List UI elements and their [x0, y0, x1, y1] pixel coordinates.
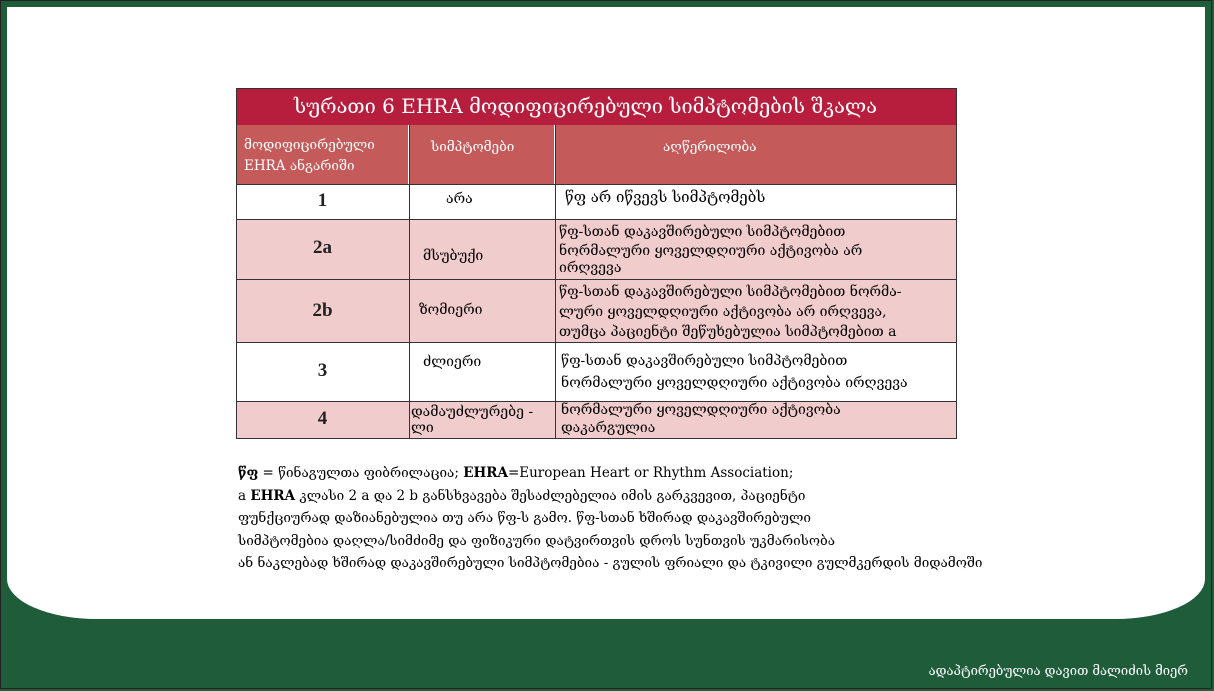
ehra-table: [236, 88, 957, 439]
description-line: დაკარგულია: [561, 420, 656, 436]
class-cell: 2a: [313, 237, 332, 258]
header-symptoms-label: სიმპტომები: [431, 139, 515, 155]
description-line: ნორმალური ყოველდღიური აქტივობა ირღვევა: [561, 375, 908, 391]
description-cell: [555, 401, 957, 439]
class-cell: 1: [317, 190, 328, 211]
row-divider: [236, 401, 957, 402]
footnote-abbrev: წფ: [238, 465, 259, 481]
footnote-line: [238, 462, 982, 485]
description-line: წფ-სთან დაკავშირებული სიმპტომებით: [561, 353, 848, 369]
column-divider: [555, 125, 556, 439]
table-row: [236, 279, 957, 342]
row-divider: [236, 279, 957, 280]
symptoms-line: დამაუძლურებე -: [411, 404, 534, 420]
footnote-text: a: [238, 487, 251, 504]
row-divider: [236, 219, 957, 220]
footnote-text: კლასი 2 a და 2 b განსხვავება შესაძლებელია იმის გარკვევით, პაციენტი: [295, 487, 806, 504]
table-row: [236, 342, 957, 401]
description-cell: [555, 219, 957, 279]
table-footnotes: [238, 462, 982, 575]
description-line: ნორმალური ყოველდღიური აქტივობა: [561, 402, 841, 418]
class-cell: 2b: [312, 300, 333, 321]
description-line: თუმცა პაციენტი შეწუხებულია სიმპტომებით a: [559, 324, 897, 340]
row-divider: [236, 88, 957, 89]
description-line: წფ-სთან დაკავშირებული სიმპტომებით: [559, 224, 846, 240]
description-line: წფ-სთან დაკავშირებული სიმპტომებით ნორმა-: [559, 284, 902, 300]
class-cell: 4: [317, 408, 328, 429]
symptoms-cell: ძლიერი: [423, 354, 482, 370]
header-modified-ehra-line1: მოდიფიცირებული: [244, 137, 375, 153]
footnote-abbrev: EHRA: [250, 487, 296, 504]
row-divider: [236, 438, 957, 439]
footnote-text: =European Heart or Rhythm Association;: [507, 465, 794, 481]
footnote-line: ან ნაკლებად ხშირად დაკავშირებული სიმპტომებია - გულის ფრიალი და ტკივილი გულმკერდის მიდამოში: [238, 555, 983, 571]
description-line: ნორმალური ყოველდღიური აქტივობა არ: [559, 243, 863, 259]
header-description: [555, 125, 957, 184]
header-description-label: აღწერილობა: [663, 139, 757, 155]
table-row: [236, 184, 957, 219]
symptoms-cell: [409, 401, 555, 439]
column-divider: [409, 125, 410, 439]
description-cell: [555, 184, 957, 219]
table-row: [236, 219, 957, 279]
table-border-left: [236, 88, 237, 439]
symptoms-line: ლი: [411, 420, 434, 436]
description-line: წფ არ იწვევს სიმპტომებს: [565, 188, 766, 206]
footnote-line: ფუნქციურად დაზიანებულია თუ არა წფ-ს გამო. წფ-სთან ხშირად დაკავშირებული: [238, 510, 811, 526]
footnote-abbrev: EHRA: [463, 465, 508, 481]
symptoms-cell: არა: [446, 191, 473, 207]
table-border-right: [956, 88, 957, 439]
footnote-line: [238, 485, 982, 508]
symptoms-cell: მსუბუქი: [423, 248, 484, 264]
header-modified-ehra: [236, 125, 409, 184]
row-divider: [236, 342, 957, 343]
description-line: ლური ყოველდღიური აქტივობა არ ირღვევა,: [559, 304, 887, 320]
adaptation-credit: ადაპტირებულია დავით მალიძის მიერ: [928, 664, 1188, 679]
description-line: ირღვევა: [559, 260, 622, 276]
row-divider: [236, 184, 957, 185]
footnote-line: სიმპტომებია დაღლა/სიმძიმე და ფიზიკური დატვირთვის დროს სუნთვის უკმარისობა: [238, 532, 836, 549]
table-row: [236, 401, 957, 439]
table-title: სურათი 6 EHRA მოდიფიცირებული სიმპტომების შკალა: [236, 88, 957, 125]
symptoms-cell: ზომიერი: [419, 302, 483, 318]
class-cell: 3: [317, 360, 328, 381]
description-cell: [555, 342, 957, 401]
footnote-text: = წინაგულთა ფიბრილაცია;: [258, 465, 464, 481]
header-modified-ehra-line2: EHRA ანგარიში: [244, 158, 355, 174]
header-symptoms: [409, 125, 555, 184]
description-cell: [555, 279, 957, 342]
